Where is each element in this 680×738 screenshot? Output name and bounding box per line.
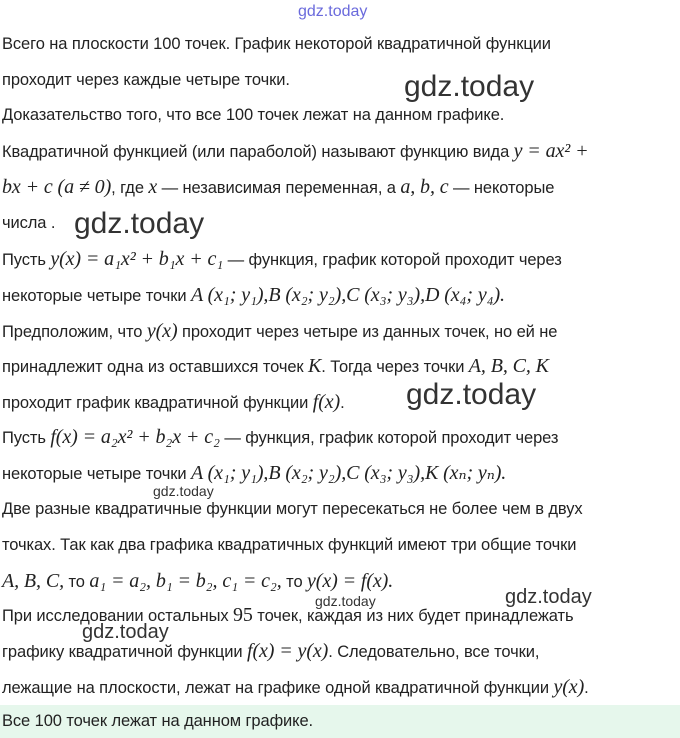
watermark: gdz.today [315,593,376,609]
text: некоторые четыре точки [2,465,187,483]
text: Пусть [2,251,46,269]
statement-line-2: проходит через каждые четыре точки. [2,71,290,89]
watermark: gdz.today [406,378,537,411]
formula: a, b, c [400,176,449,198]
formula: y(x) = a₁x² + b₁x + c₁ [50,248,224,270]
text: . [584,679,589,697]
formula: x [148,176,158,198]
text: Пусть [2,429,46,447]
text-line [2,284,676,307]
text: . [340,394,345,412]
formula: f(x) [312,391,341,413]
formula: A (x₁; y₁),B (x₂; y₂),C (x₃; y₃),K (xₙ; yₙ). [190,462,507,484]
formula: f(x) = y(x) [247,640,329,662]
watermark: gdz.today [74,207,205,240]
formula: y(x) [146,320,178,342]
formula: A, B, C, K [468,355,549,377]
text: — независимая переменная, а [161,179,396,197]
formula: f(x) = a₂x² + b₂x + c₂ [50,426,220,448]
text-line [2,140,676,163]
formula: K [308,355,322,377]
text: принадлежит одна из оставшихся точек [2,358,304,376]
text-line: числа . [2,214,56,232]
text: , где [111,179,144,197]
text: При исследовании остальных [2,607,229,625]
text-line [2,355,676,378]
text-line [2,248,676,271]
formula: y = ax² + [513,140,589,162]
watermark: gdz.today [505,586,592,608]
watermark: gdz.today [82,621,169,643]
text-line [2,676,676,699]
statement-line-1: Всего на плоскости 100 точек. График некоторой квадратичной функции [2,35,551,53]
text: проходит через четыре из данных точек, но ей не [182,323,558,341]
text: проходит график квадратичной функции [2,394,309,412]
text: . Следовательно, все точки, [328,643,540,661]
text: Предположим, что [2,323,143,341]
text-line [2,426,676,449]
text: лежащие на плоскости, лежат на графике одной квадратичной функции [2,679,549,697]
text-line: точках. Так как два графика квадратичных функций имеют три общие точки [2,536,577,554]
text: . Тогда через точки [321,358,465,376]
formula: 95 [233,604,253,626]
watermark: gdz.today [404,70,535,103]
text: — функция, график которой проходит через [227,251,562,269]
formula: A, B, C, [2,570,64,592]
formula: y(x) = f(x). [307,570,394,592]
text: — некоторые [453,179,555,197]
conclusion-box [0,705,680,738]
text-line [2,391,676,414]
text: то [286,573,303,591]
formula: y(x) [553,676,585,698]
text-line [2,176,676,199]
text-line [2,462,676,485]
text-line: Две разные квадратичные функции могут пересекаться не более чем в двух [2,500,583,518]
formula: a₁ = a₂, b₁ = b₂, c₁ = c₂, [89,570,282,592]
formula: bx + c (a ≠ 0) [2,176,112,198]
text: то [68,573,85,591]
formula: A (x₁; y₁),B (x₂; y₂),C (x₃; y₃),D (x₄; y₄). [190,284,505,306]
text: Квадратичной функцией (или параболой) называют функцию вида [2,143,510,161]
conclusion-text: Все 100 точек лежат на данном графике. [2,712,314,730]
text-line [2,640,676,663]
proof-heading: Доказательство того, что все 100 точек лежат на данном графике. [2,106,505,124]
watermark: gdz.today [153,483,214,499]
watermark-top: gdz.today [298,3,368,20]
text: точек, каждая из них будет принадлежать [257,607,574,625]
text: — функция, график которой проходит через [224,429,559,447]
text: графику квадратичной функции [2,643,243,661]
text-line [2,320,676,343]
text: некоторые четыре точки [2,287,187,305]
